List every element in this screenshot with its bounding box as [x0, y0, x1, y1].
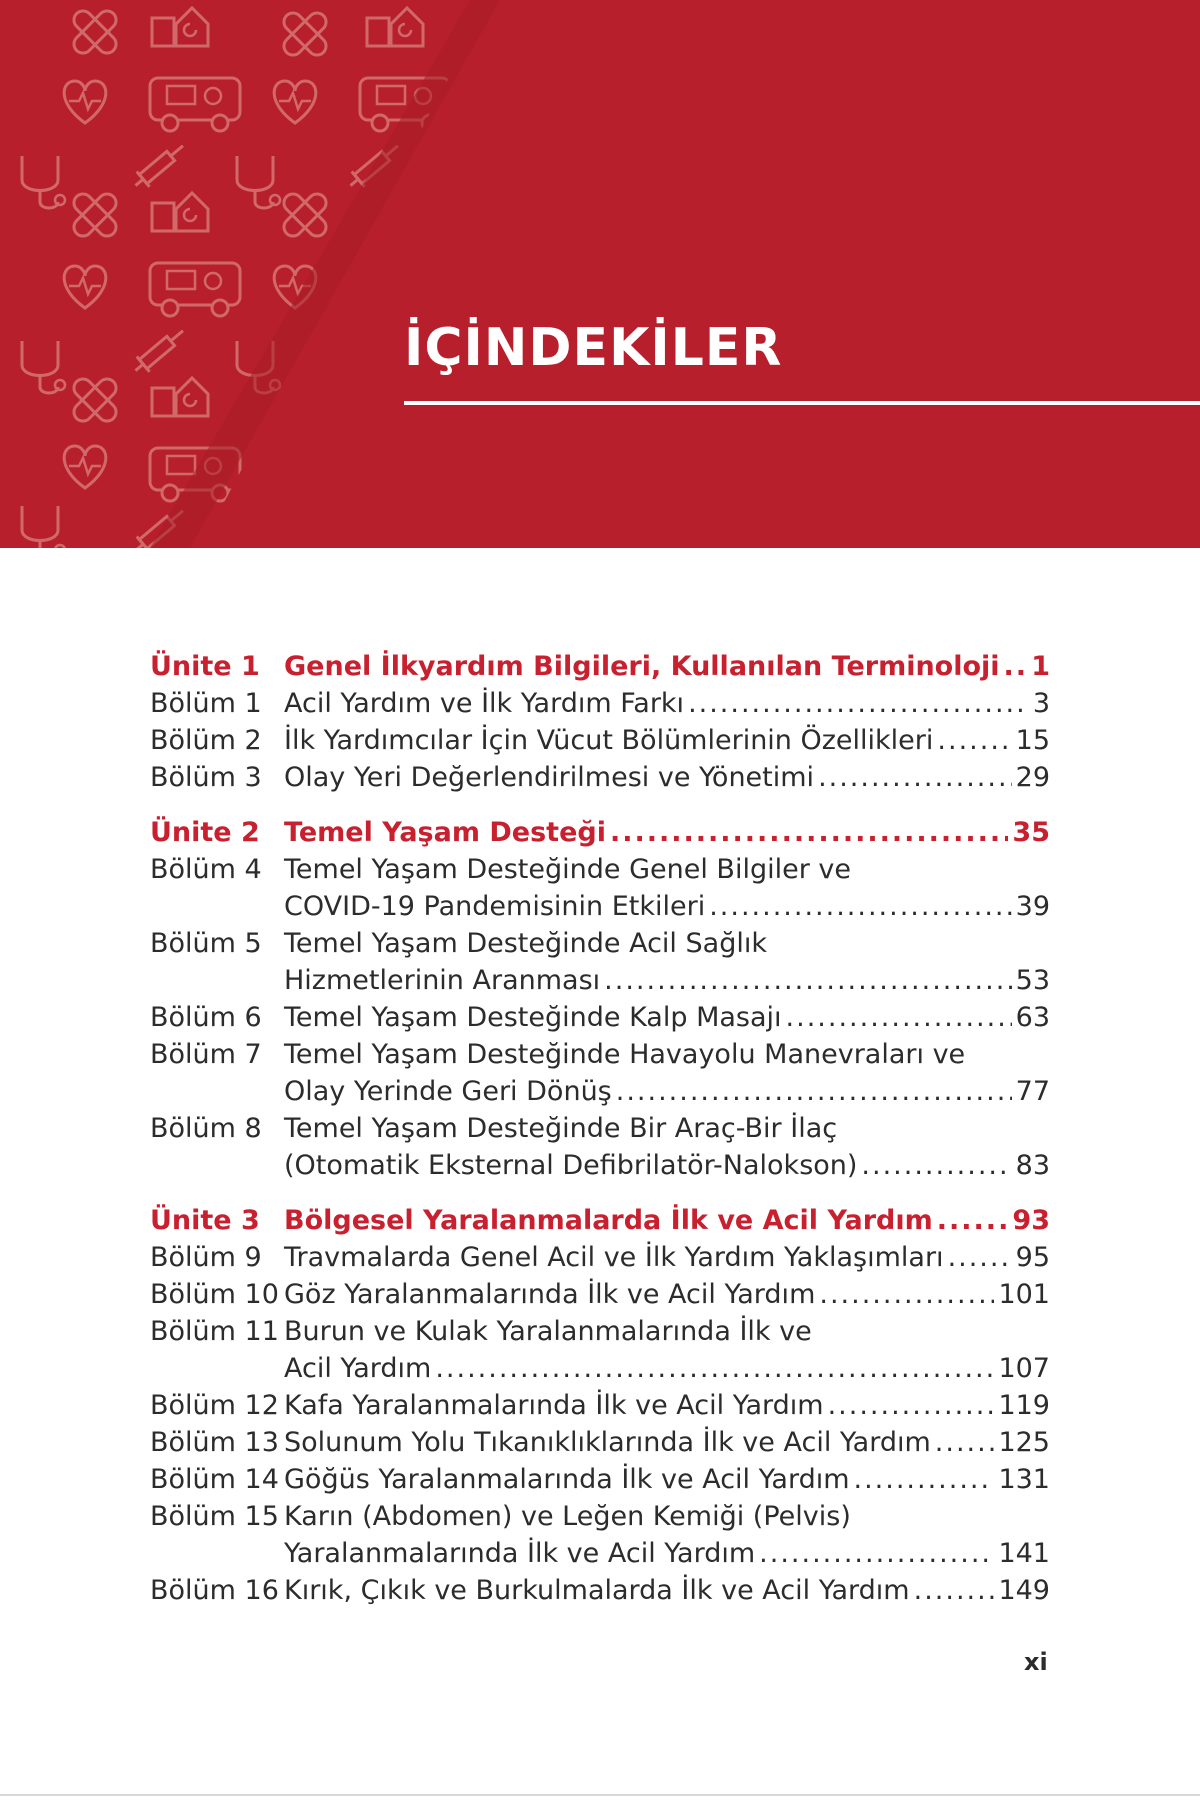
entry-title: Yaralanmalarında İlk ve Acil Yardım — [284, 1538, 756, 1569]
page-number: xi — [1024, 1648, 1048, 1676]
page-ref: 35 — [1012, 817, 1050, 848]
entry-title: Travmalarda Genel Acil ve İlk Yardım Yaklaşımları — [284, 1242, 944, 1273]
dot-leader — [948, 1239, 1012, 1276]
entry-title: Karın (Abdomen) ve Leğen Kemiği (Pelvis) — [284, 1501, 851, 1532]
toc-chapter-row[interactable] — [150, 1387, 1050, 1424]
page-ref: 15 — [1015, 725, 1050, 756]
toc-unit-group — [150, 648, 1050, 796]
toc-chapter-row[interactable] — [150, 759, 1050, 796]
toc-chapter-row[interactable] — [150, 722, 1050, 759]
entry-line — [284, 722, 1050, 759]
entry-text — [284, 685, 1050, 722]
chapter-label: Bölüm 2 — [150, 725, 262, 756]
title-underline — [404, 401, 1200, 405]
toc-unit-row[interactable] — [150, 814, 1050, 851]
chapter-label: Bölüm 4 — [150, 854, 262, 885]
toc-chapter-row[interactable] — [150, 1498, 1050, 1572]
entry-line — [284, 1350, 1050, 1387]
dot-leader — [759, 1535, 994, 1572]
page-ref: 119 — [998, 1390, 1050, 1421]
bottom-divider — [0, 1794, 1200, 1796]
entry-title: Genel İlkyardım Bilgileri, Kullanılan Terminoloji — [284, 651, 1000, 682]
entry-text — [284, 1387, 1050, 1424]
dot-leader — [854, 1461, 995, 1498]
unit-label: Ünite 2 — [150, 817, 260, 848]
dot-leader — [818, 759, 1012, 796]
page-ref: 141 — [998, 1538, 1050, 1569]
entry-text — [284, 648, 1050, 685]
entry-text — [284, 999, 1050, 1036]
chapter-label: Bölüm 3 — [150, 762, 262, 793]
entry-text — [284, 851, 1050, 925]
toc-chapter-row[interactable] — [150, 851, 1050, 925]
entry-title: Temel Yaşam Desteğinde Genel Bilgiler ve — [284, 854, 851, 885]
entry-title: Acil Yardım ve İlk Yardım Farkı — [284, 688, 685, 719]
entry-text — [284, 1110, 1050, 1184]
page-ref: 125 — [998, 1427, 1050, 1458]
entry-title: Acil Yardım — [284, 1353, 432, 1384]
dot-leader — [828, 1387, 995, 1424]
toc-chapter-row[interactable] — [150, 925, 1050, 999]
dot-leader — [1004, 648, 1028, 685]
chapter-label: Bölüm 14 — [150, 1464, 279, 1495]
page-title: İÇİNDEKİLER — [404, 318, 783, 378]
chapter-label: Bölüm 5 — [150, 928, 262, 959]
entry-text — [284, 1239, 1050, 1276]
entry-title: Temel Yaşam Desteği — [284, 817, 606, 848]
entry-line — [284, 1276, 1050, 1313]
entry-line — [284, 888, 1050, 925]
chapter-label: Bölüm 8 — [150, 1113, 262, 1144]
chapter-label: Bölüm 9 — [150, 1242, 262, 1273]
page-ref: 63 — [1015, 1002, 1050, 1033]
entry-title: (Otomatik Eksternal Defibrilatör-Nalokson) — [284, 1150, 858, 1181]
toc-unit-group — [150, 1202, 1050, 1609]
dot-leader — [914, 1572, 995, 1609]
entry-title: Burun ve Kulak Yaralanmalarında İlk ve — [284, 1316, 812, 1347]
dot-leader — [610, 814, 1008, 851]
entry-line — [284, 1535, 1050, 1572]
entry-line — [284, 1036, 1050, 1073]
entry-line — [284, 1387, 1050, 1424]
toc-chapter-row[interactable] — [150, 1424, 1050, 1461]
chapter-label: Bölüm 13 — [150, 1427, 279, 1458]
page-ref: 3 — [1032, 688, 1050, 719]
entry-title: COVID-19 Pandemisinin Etkileri — [284, 891, 706, 922]
entry-title: Kırık, Çıkık ve Burkulmalarda İlk ve Acil Yardım — [284, 1575, 910, 1606]
entry-line — [284, 925, 1050, 962]
entry-title: Temel Yaşam Desteğinde Bir Araç-Bir İlaç — [284, 1113, 838, 1144]
entry-line — [284, 1239, 1050, 1276]
entry-text — [284, 1313, 1050, 1387]
chapter-label: Bölüm 15 — [150, 1501, 279, 1532]
entry-line — [284, 759, 1050, 796]
entry-title: Temel Yaşam Desteğinde Kalp Masajı — [284, 1002, 782, 1033]
toc-chapter-row[interactable] — [150, 1110, 1050, 1184]
entry-line — [284, 999, 1050, 1036]
entry-text — [284, 759, 1050, 796]
toc-chapter-row[interactable] — [150, 1239, 1050, 1276]
chapter-label: Bölüm 1 — [150, 688, 262, 719]
toc-unit-row[interactable] — [150, 1202, 1050, 1239]
entry-line — [284, 814, 1050, 851]
entry-line — [284, 1110, 1050, 1147]
entry-title: Bölgesel Yaralanmalarda İlk ve Acil Yardım — [284, 1205, 933, 1236]
dot-leader — [937, 1202, 1009, 1239]
chapter-label: Bölüm 6 — [150, 1002, 262, 1033]
entry-title: Temel Yaşam Desteğinde Acil Sağlık — [284, 928, 767, 959]
medical-pattern-background — [0, 0, 560, 548]
entry-line — [284, 962, 1050, 999]
page-ref: 39 — [1015, 891, 1050, 922]
dot-leader — [435, 1350, 994, 1387]
chapter-label: Bölüm 12 — [150, 1390, 279, 1421]
entry-line — [284, 1572, 1050, 1609]
page-ref: 29 — [1015, 762, 1050, 793]
toc-unit-group — [150, 814, 1050, 1184]
chapter-label: Bölüm 7 — [150, 1039, 262, 1070]
entry-line — [284, 685, 1050, 722]
unit-label: Ünite 3 — [150, 1205, 260, 1236]
dot-leader — [786, 999, 1012, 1036]
dot-leader — [819, 1276, 994, 1313]
dot-leader — [709, 888, 1011, 925]
toc-chapter-row[interactable] — [150, 1461, 1050, 1498]
dot-leader — [861, 1147, 1011, 1184]
entry-line — [284, 1424, 1050, 1461]
entry-title: Temel Yaşam Desteğinde Havayolu Manevraları ve — [284, 1039, 966, 1070]
page-ref: 95 — [1015, 1242, 1050, 1273]
entry-text — [284, 1036, 1050, 1110]
entry-line — [284, 648, 1050, 685]
entry-title: Solunum Yolu Tıkanıklıklarında İlk ve Acil Yardım — [284, 1427, 931, 1458]
page-ref: 93 — [1012, 1205, 1050, 1236]
entry-title: Göğüs Yaralanmalarında İlk ve Acil Yardım — [284, 1464, 850, 1495]
entry-title: Hizmetlerinin Aranması — [284, 965, 601, 996]
entry-title: Göz Yaralanmalarında İlk ve Acil Yardım — [284, 1279, 816, 1310]
dot-leader — [688, 685, 1029, 722]
dot-leader — [937, 722, 1011, 759]
page-ref: 1 — [1031, 651, 1050, 682]
unit-label: Ünite 1 — [150, 651, 260, 682]
chapter-label: Bölüm 11 — [150, 1316, 279, 1347]
page-ref: 149 — [998, 1575, 1050, 1606]
toc-chapter-row[interactable] — [150, 685, 1050, 722]
entry-line — [284, 1313, 1050, 1350]
page-ref: 53 — [1015, 965, 1050, 996]
entry-text — [284, 925, 1050, 999]
entry-text — [284, 1572, 1050, 1609]
entry-text — [284, 1424, 1050, 1461]
entry-line — [284, 851, 1050, 888]
entry-text — [284, 1498, 1050, 1572]
entry-text — [284, 722, 1050, 759]
header-band — [0, 0, 1200, 548]
toc-chapter-row[interactable] — [150, 999, 1050, 1036]
entry-title: İlk Yardımcılar İçin Vücut Bölümlerinin Özellikleri — [284, 725, 934, 756]
entry-text — [284, 1202, 1050, 1239]
entry-text — [284, 1461, 1050, 1498]
toc-unit-row[interactable] — [150, 648, 1050, 685]
page-ref: 107 — [998, 1353, 1050, 1384]
page-ref: 101 — [998, 1279, 1050, 1310]
toc-chapter-row[interactable] — [150, 1036, 1050, 1110]
entry-line — [284, 1461, 1050, 1498]
dot-leader — [604, 962, 1011, 999]
dot-leader — [616, 1073, 1012, 1110]
entry-text — [284, 1276, 1050, 1313]
entry-title: Olay Yerinde Geri Dönüş — [284, 1076, 612, 1107]
entry-line — [284, 1202, 1050, 1239]
page-ref: 77 — [1015, 1076, 1050, 1107]
dot-leader — [935, 1424, 995, 1461]
entry-line — [284, 1498, 1050, 1535]
toc-chapter-row[interactable] — [150, 1572, 1050, 1609]
entry-text — [284, 814, 1050, 851]
page-ref: 131 — [998, 1464, 1050, 1495]
chapter-label: Bölüm 16 — [150, 1575, 279, 1606]
entry-title: Kafa Yaralanmalarında İlk ve Acil Yardım — [284, 1390, 824, 1421]
entry-title: Olay Yeri Değerlendirilmesi ve Yönetimi — [284, 762, 815, 793]
toc-chapter-row[interactable] — [150, 1313, 1050, 1387]
chapter-label: Bölüm 10 — [150, 1279, 279, 1310]
entry-line — [284, 1073, 1050, 1110]
page-ref: 83 — [1015, 1150, 1050, 1181]
toc-chapter-row[interactable] — [150, 1276, 1050, 1313]
table-of-contents — [150, 648, 1050, 1627]
entry-line — [284, 1147, 1050, 1184]
